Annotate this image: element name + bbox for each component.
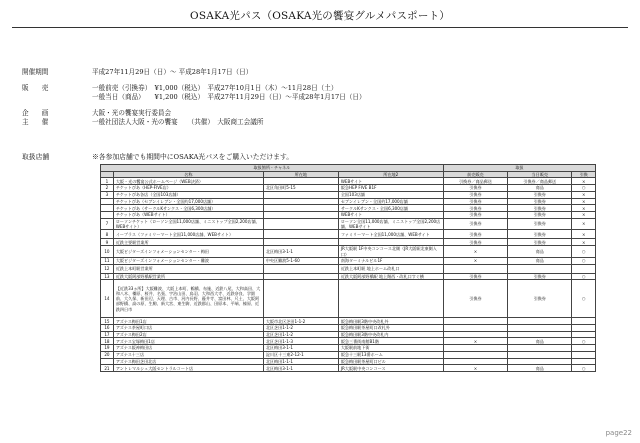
table-cell: 阪急HEP FIVE B1F [338, 185, 443, 192]
table-cell: 引換券 [443, 218, 507, 230]
table-cell: 18 [101, 338, 114, 345]
table-row [101, 191, 596, 198]
title-divider [12, 27, 628, 28]
table-cell: 引換券 [508, 211, 572, 218]
table-cell [443, 358, 507, 365]
table-cell [101, 198, 114, 205]
table-row [101, 345, 596, 352]
table-cell: × [443, 338, 507, 345]
table-cell [263, 230, 338, 239]
column-header: 名称 [113, 171, 263, 178]
table-cell: 阪急梅田駅3階中央改札外 [338, 318, 443, 325]
table-cell [338, 280, 443, 318]
table-cell: ○ [572, 185, 596, 192]
table-cell: 北区角田町5-15 [263, 185, 338, 192]
column-header: 引換 [572, 171, 596, 178]
table-cell: 阪急梅田駅3階中央改札内 [338, 331, 443, 338]
table-cell [572, 318, 596, 325]
table-cell [263, 211, 338, 218]
table-cell: チケットぴあ（サークルKサンクス・全国6,300店舗） [113, 205, 263, 212]
table-group-header [101, 165, 596, 172]
table-cell: 21 [101, 365, 114, 372]
table-row [101, 351, 596, 358]
table-cell: 阪急三番街南館B1階 [338, 338, 443, 345]
table-cell: 淀川区十三東2-12-1 [263, 351, 338, 358]
table-cell [443, 264, 507, 273]
table-cell [263, 239, 338, 246]
table-cell: 10 [101, 246, 114, 258]
table-cell [572, 331, 596, 338]
outlet-note: ※各参加店舗でも期間中にOSAKA光パスをご購入いただけます。 [92, 153, 294, 161]
table-cell [101, 205, 114, 212]
table-cell: サークルKサンクス・全国6,300店舗 [338, 205, 443, 212]
table-cell: 引換券 [508, 239, 572, 246]
table-cell: 引換券 [508, 280, 572, 318]
table-body [101, 178, 596, 372]
table-cell: 近鉄主要駅営業所 [113, 239, 263, 246]
table-cell: 7 [101, 218, 114, 230]
table-cell: 引換券 [443, 185, 507, 192]
table-cell [572, 264, 596, 273]
table-cell: 大阪・光の饗宴公式ホームページ（WEB決済） [113, 178, 263, 185]
info-row-sales-2: 一般当日（商品） ¥1,200（税込） 平成27年11月29日（日）～平成28年1月17日（日） [92, 93, 366, 102]
table-cell: 引換券／商品郵送 [443, 178, 507, 185]
table-cell: × [443, 365, 507, 372]
table-cell: 商品 [508, 338, 572, 345]
table-cell [263, 273, 338, 280]
table-cell: 14 [101, 280, 114, 318]
table-cell: ○ [572, 273, 596, 280]
table-cell: アズナス梅田1店 [113, 318, 263, 325]
table-cell [263, 205, 338, 212]
table-cell: 近鉄大阪阿部野橋駅営業所 [113, 273, 263, 280]
table-cell: 11 [101, 257, 114, 264]
info-row-planning: 企 画 大阪・光の饗宴実行委員会 [22, 108, 172, 117]
column-header [101, 171, 114, 178]
table-cell: 大阪ビジターズインフォメーションセンター・難波 [113, 257, 263, 264]
table-row [101, 211, 596, 218]
table-cell: × [572, 178, 596, 185]
table-cell [101, 358, 114, 365]
table-cell: 3 [101, 191, 114, 198]
table-cell: 2 [101, 185, 114, 192]
table-cell [572, 345, 596, 352]
table-cell: JR大阪駅中央コンコース [338, 365, 443, 372]
table-cell [263, 191, 338, 198]
table-row [101, 273, 596, 280]
table-cell: セブンイレブン・全国約17,000店舗 [338, 198, 443, 205]
table-row [101, 178, 596, 185]
table-cell: 引換券 [443, 205, 507, 212]
table-cell: イープラス（ファミリーマート全国11,000店舗、WEBサイト） [113, 230, 263, 239]
column-header: 所在地2 [338, 171, 443, 178]
table-row [101, 218, 596, 230]
table-cell [572, 351, 596, 358]
table-cell: 阪急十三駅13番ホーム [338, 351, 443, 358]
table-cell: アズナス茶屋町口店 [113, 325, 263, 332]
table-cell: WEBサイト [338, 178, 443, 185]
column-header: 当日販売 [508, 171, 572, 178]
table-cell: 引換券 [443, 211, 507, 218]
table-row [101, 205, 596, 212]
table-cell [263, 198, 338, 205]
table-cell: 8 [101, 230, 114, 239]
table-row [101, 239, 596, 246]
table-cell: 引換券 [508, 218, 572, 230]
page-number: page22 [605, 429, 632, 437]
table-row [101, 331, 596, 338]
table-cell: チケットぴあ（セブンイレブン・全国約17,000店舗） [113, 198, 263, 205]
table-cell: ○ [572, 280, 596, 318]
table-cell [443, 325, 507, 332]
table-cell: 北区梅田3-1-1 [263, 246, 338, 258]
table-cell: 引換券 [508, 205, 572, 212]
info-row-organizer: 主 催 一般社団法人大阪・光の饗宴 （共催） 大阪商工会議所 [22, 118, 264, 127]
table-row [101, 325, 596, 332]
table-cell: 【近鉄33ヵ所】大阪難波、大阪上本町、鶴橋、布施、近鉄八尾、大和高田、大和八木、橿原、桜井、名張、宇治山田、鳥羽、大和西大寺、近鉄奈良、学園前、大久保、新田辺、天理、古市、河内長野、藤井寺、富田林、尺土、大阪阿部野橋、高の原、生駒、新大宮、東生駒、近鉄郡山、田原本、平端、榛原、近鉄四日市 [113, 280, 263, 318]
table-cell: 北区梅田1-1-1 [263, 358, 338, 365]
table-cell: 近鉄上本町駅営業所 [113, 264, 263, 273]
table-cell: アズナス十三店 [113, 351, 263, 358]
table-cell: × [572, 191, 596, 198]
table-cell: 商品 [508, 246, 572, 258]
table-cell: ○ [572, 257, 596, 264]
table-cell: 北区芝田1-1-2 [263, 331, 338, 338]
table-cell [443, 318, 507, 325]
table-row [101, 358, 596, 365]
table-cell [443, 345, 507, 352]
table-cell: チケットぴあ（HEP-FIVE店） [113, 185, 263, 192]
table-cell: 南海ターミナルビル1F [338, 257, 443, 264]
table-cell: × [572, 198, 596, 205]
table-header [101, 171, 596, 178]
table-cell: 19 [101, 345, 114, 352]
table-cell: アントレマルシェ大阪セントラルコート店 [113, 365, 263, 372]
table-cell [508, 331, 572, 338]
table-cell: WEBサイト [338, 211, 443, 218]
table-cell: 阪急梅田駅茶屋町口ビル [338, 358, 443, 365]
table-cell: 20 [101, 351, 114, 358]
table-cell: 大阪ビジターズインフォメーションセンター・梅田 [113, 246, 263, 258]
table-cell: アズナス梅田芝田北店 [113, 358, 263, 365]
info-row-sales: 販 売 一般前売（引換券） ¥1,000（税込） 平成27年10月1日（木）～11月28日（土） [22, 83, 338, 92]
outlet-label: 取扱店舗 [22, 153, 50, 161]
table-cell: 13 [101, 273, 114, 280]
table-cell: ローソンチケット（ローソン全国11,000店舗、ミニストップ全国2,200店舗、WEBサイト） [113, 218, 263, 230]
table-cell: 近鉄大阪阿部野橋駅 地上階西・改札口すぐ横 [338, 273, 443, 280]
table-cell [443, 331, 507, 338]
table-cell: 大阪駅前地下街 [338, 345, 443, 352]
table-cell [508, 358, 572, 365]
table-cell [508, 325, 572, 332]
table-cell: 商品 [508, 185, 572, 192]
table-cell: 引換券 [443, 198, 507, 205]
outlet-section [22, 151, 293, 161]
table-cell [101, 211, 114, 218]
table-cell: ○ [572, 365, 596, 372]
table-cell: 北区梅田3-1-1 [263, 365, 338, 372]
table-cell: ○ [572, 246, 596, 258]
table-cell: 1 [101, 178, 114, 185]
table-cell: 全国103店舗 [338, 191, 443, 198]
table-cell: 9 [101, 239, 114, 246]
table-cell: 16 [101, 325, 114, 332]
table-row [101, 230, 596, 239]
table-cell: 阪急梅田駅茶屋町口改札外 [338, 325, 443, 332]
column-header: 前売販売 [443, 171, 507, 178]
table-cell: チケットぴあ（WEBサイト） [113, 211, 263, 218]
table-row [101, 185, 596, 192]
table-row [101, 264, 596, 273]
table-cell: 15 [101, 318, 114, 325]
table-cell: ファミリーマート全国11,000店舗、WEBサイト [338, 230, 443, 239]
table-cell [443, 351, 507, 358]
table-cell: × [443, 257, 507, 264]
table-cell: 近鉄上本町駅 地上ホーム改札口 [338, 264, 443, 273]
group-header-channel: 取扱箇所・チャネル [101, 165, 444, 172]
table-cell: 中央区難波5-1-60 [263, 257, 338, 264]
table-cell: アズナス宝塚梅田1店 [113, 338, 263, 345]
table-cell: 引換券 [443, 230, 507, 239]
table-cell: × [572, 230, 596, 239]
table-cell: 商品 [508, 365, 572, 372]
table-cell: 12 [101, 264, 114, 273]
table-cell [338, 239, 443, 246]
table-row [101, 257, 596, 264]
table-row [101, 338, 596, 345]
table-row [101, 198, 596, 205]
table-cell: アズナス梅田2店 [113, 331, 263, 338]
table-row [101, 246, 596, 258]
table-cell: 引換券 [508, 198, 572, 205]
table-cell [263, 178, 338, 185]
table-cell [508, 345, 572, 352]
table-cell [572, 325, 596, 332]
table-cell [263, 280, 338, 318]
table-row [101, 280, 596, 318]
page-title: OSAKA光パス（OSAKA光の饗宴グルメパスポート） [190, 10, 450, 22]
table-cell: ○ [572, 338, 596, 345]
table-cell: 北区芝田1-1-3 [263, 338, 338, 345]
table-cell: 引換券 [508, 230, 572, 239]
table-cell: 引換券 [443, 273, 507, 280]
table-cell: 大阪市北区芝田1-1-2 [263, 318, 338, 325]
table-row [101, 365, 596, 372]
table-cell: アズナス阪神梅田店 [113, 345, 263, 352]
table-cell: 引換券／商品郵送 [508, 178, 572, 185]
table-cell: 北区芝田1-1-2 [263, 325, 338, 332]
table-cell: ローソン全国11,000店舗、ミニストップ全国2,200店舗、WEBサイト [338, 218, 443, 230]
table-cell: チケットぴあ各店（全国103店舗） [113, 191, 263, 198]
table-cell: 引換券 [508, 191, 572, 198]
table-cell: JR大阪駅 1F中央コンコース北側（JR大阪駅北東側入口） [338, 246, 443, 258]
table-cell: × [572, 218, 596, 230]
group-header-handling: 取扱 [443, 165, 595, 172]
table-cell: × [443, 246, 507, 258]
table-cell: 引換券 [443, 239, 507, 246]
table-row [101, 318, 596, 325]
table-cell: 引換券 [443, 280, 507, 318]
table-cell: 引換券 [443, 191, 507, 198]
table-cell: 17 [101, 331, 114, 338]
table-cell [263, 264, 338, 273]
info-row-period: 開催期間 平成27年11月29日（日）～ 平成28年1月17日（日） [22, 68, 253, 76]
table-cell: 商品 [508, 257, 572, 264]
table-cell: × [572, 239, 596, 246]
table-cell [508, 351, 572, 358]
event-info [22, 68, 366, 128]
table-cell: 引換券 [508, 273, 572, 280]
table-cell [508, 264, 572, 273]
table-cell [508, 318, 572, 325]
outlet-table [100, 164, 596, 372]
table-cell: × [572, 205, 596, 212]
table-cell [572, 358, 596, 365]
column-header: 所在地 [263, 171, 338, 178]
table-cell: × [572, 211, 596, 218]
table-cell [263, 218, 338, 230]
table-cell: 北区梅田3-1-1 [263, 345, 338, 352]
